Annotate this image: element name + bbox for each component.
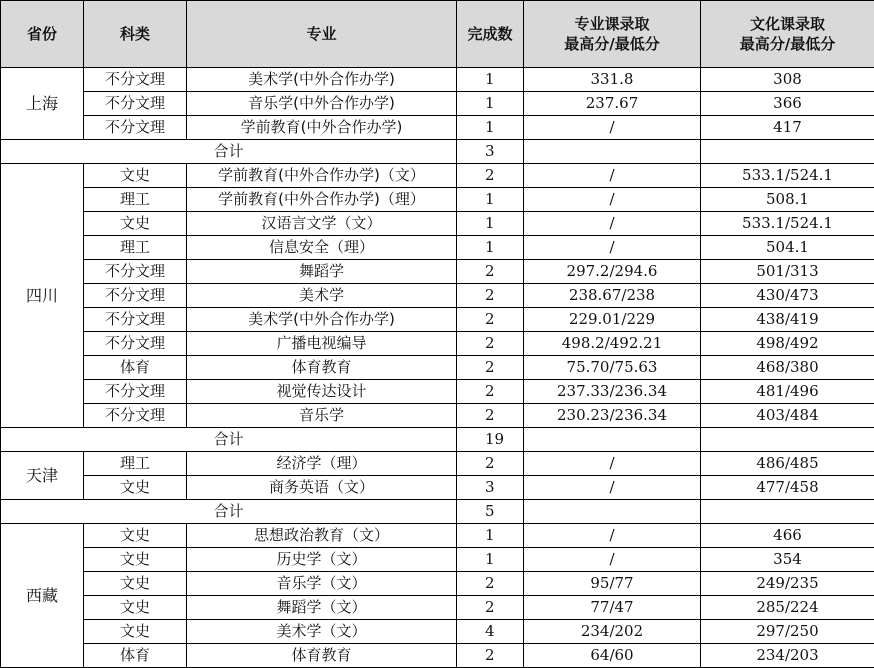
table-row (1, 476, 874, 500)
professional-score-cell: 229.01/229 (524, 308, 701, 332)
table-row (1, 284, 874, 308)
cultural-score-cell: 477/458 (701, 476, 874, 500)
table-row (1, 260, 874, 284)
count-cell: 2 (457, 596, 524, 620)
category-cell: 文史 (84, 164, 187, 188)
category-cell: 文史 (84, 620, 187, 644)
cultural-score-cell: 508.1 (701, 188, 874, 212)
professional-score-cell: / (524, 164, 701, 188)
table-row (1, 68, 874, 92)
count-cell: 1 (457, 92, 524, 116)
count-cell: 1 (457, 68, 524, 92)
major-cell: 学前教育(中外合作办学)（理） (187, 188, 457, 212)
category-cell: 文史 (84, 476, 187, 500)
cultural-score-cell: 285/224 (701, 596, 874, 620)
category-cell: 不分文理 (84, 284, 187, 308)
cultural-score-cell: 366 (701, 92, 874, 116)
category-cell: 文史 (84, 212, 187, 236)
cultural-score-cell: 486/485 (701, 452, 874, 476)
major-cell: 美术学(中外合作办学) (187, 68, 457, 92)
table-row (1, 308, 874, 332)
major-cell: 学前教育(中外合作办学) (187, 116, 457, 140)
total-empty-cell (524, 428, 701, 452)
count-cell: 1 (457, 188, 524, 212)
professional-score-cell: 238.67/238 (524, 284, 701, 308)
professional-score-cell: / (524, 524, 701, 548)
header-major: 专业 (187, 1, 457, 68)
cultural-score-cell: 504.1 (701, 236, 874, 260)
professional-score-cell: / (524, 212, 701, 236)
total-label: 合计 (1, 500, 457, 524)
major-cell: 广播电视编导 (187, 332, 457, 356)
major-cell: 思想政治教育（文） (187, 524, 457, 548)
header-professional-line2: 最高分/最低分 (524, 34, 700, 54)
category-cell: 不分文理 (84, 68, 187, 92)
table-row (1, 380, 874, 404)
total-count: 3 (457, 140, 524, 164)
table-row (1, 356, 874, 380)
category-cell: 不分文理 (84, 308, 187, 332)
total-count: 19 (457, 428, 524, 452)
category-cell: 体育 (84, 356, 187, 380)
province-cell: 西藏 (1, 524, 84, 668)
professional-score-cell: / (524, 452, 701, 476)
professional-score-cell: / (524, 116, 701, 140)
cultural-score-cell: 308 (701, 68, 874, 92)
count-cell: 2 (457, 164, 524, 188)
header-professional-line1: 专业课录取 (524, 14, 700, 34)
professional-score-cell: 75.70/75.63 (524, 356, 701, 380)
professional-score-cell: 498.2/492.21 (524, 332, 701, 356)
cultural-score-cell: 481/496 (701, 380, 874, 404)
professional-score-cell: / (524, 236, 701, 260)
major-cell: 音乐学（文） (187, 572, 457, 596)
table-row (1, 572, 874, 596)
professional-score-cell: 77/47 (524, 596, 701, 620)
count-cell: 2 (457, 572, 524, 596)
total-empty-cell (701, 428, 874, 452)
table-row (1, 212, 874, 236)
header-row (1, 1, 874, 68)
total-count: 5 (457, 500, 524, 524)
major-cell: 视觉传达设计 (187, 380, 457, 404)
professional-score-cell: / (524, 548, 701, 572)
total-empty-cell (701, 140, 874, 164)
cultural-score-cell: 297/250 (701, 620, 874, 644)
table-row (1, 644, 874, 668)
major-cell: 美术学(中外合作办学) (187, 308, 457, 332)
major-cell: 舞蹈学 (187, 260, 457, 284)
category-cell: 不分文理 (84, 404, 187, 428)
cultural-score-cell: 354 (701, 548, 874, 572)
count-cell: 3 (457, 476, 524, 500)
major-cell: 经济学（理） (187, 452, 457, 476)
category-cell: 不分文理 (84, 116, 187, 140)
major-cell: 体育教育 (187, 356, 457, 380)
table-row (1, 332, 874, 356)
professional-score-cell: 95/77 (524, 572, 701, 596)
major-cell: 学前教育(中外合作办学)（文） (187, 164, 457, 188)
cultural-score-cell: 498/492 (701, 332, 874, 356)
header-professional-score (524, 1, 701, 68)
professional-score-cell: 297.2/294.6 (524, 260, 701, 284)
count-cell: 2 (457, 380, 524, 404)
category-cell: 文史 (84, 548, 187, 572)
category-cell: 理工 (84, 188, 187, 212)
count-cell: 4 (457, 620, 524, 644)
category-cell: 不分文理 (84, 380, 187, 404)
table-row (1, 116, 874, 140)
professional-score-cell: 64/60 (524, 644, 701, 668)
table-row (1, 92, 874, 116)
count-cell: 2 (457, 404, 524, 428)
category-cell: 文史 (84, 572, 187, 596)
table-row (1, 620, 874, 644)
professional-score-cell: 234/202 (524, 620, 701, 644)
category-cell: 理工 (84, 236, 187, 260)
cultural-score-cell: 249/235 (701, 572, 874, 596)
major-cell: 音乐学(中外合作办学) (187, 92, 457, 116)
table-row (1, 164, 874, 188)
count-cell: 2 (457, 452, 524, 476)
major-cell: 历史学（文） (187, 548, 457, 572)
major-cell: 信息安全（理） (187, 236, 457, 260)
count-cell: 1 (457, 548, 524, 572)
cultural-score-cell: 533.1/524.1 (701, 212, 874, 236)
professional-score-cell: 237.33/236.34 (524, 380, 701, 404)
cultural-score-cell: 468/380 (701, 356, 874, 380)
header-category: 科类 (84, 1, 187, 68)
cultural-score-cell: 466 (701, 524, 874, 548)
major-cell: 舞蹈学（文） (187, 596, 457, 620)
table-row (1, 596, 874, 620)
province-cell: 上海 (1, 68, 84, 140)
table-body (1, 68, 874, 668)
category-cell: 不分文理 (84, 332, 187, 356)
count-cell: 1 (457, 212, 524, 236)
category-cell: 文史 (84, 524, 187, 548)
count-cell: 1 (457, 236, 524, 260)
header-cultural-line2: 最高分/最低分 (701, 34, 874, 54)
table-row (1, 548, 874, 572)
table-row (1, 188, 874, 212)
count-cell: 1 (457, 524, 524, 548)
major-cell: 商务英语（文） (187, 476, 457, 500)
count-cell: 2 (457, 644, 524, 668)
professional-score-cell: 331.8 (524, 68, 701, 92)
category-cell: 体育 (84, 644, 187, 668)
header-count: 完成数 (457, 1, 524, 68)
major-cell: 体育教育 (187, 644, 457, 668)
cultural-score-cell: 533.1/524.1 (701, 164, 874, 188)
major-cell: 汉语言文学（文） (187, 212, 457, 236)
count-cell: 1 (457, 116, 524, 140)
total-row (1, 500, 874, 524)
category-cell: 不分文理 (84, 260, 187, 284)
total-row (1, 428, 874, 452)
count-cell: 2 (457, 308, 524, 332)
table-row (1, 452, 874, 476)
professional-score-cell: / (524, 476, 701, 500)
category-cell: 理工 (84, 452, 187, 476)
major-cell: 美术学 (187, 284, 457, 308)
table-row (1, 524, 874, 548)
cultural-score-cell: 430/473 (701, 284, 874, 308)
header-cultural-score (701, 1, 874, 68)
province-cell: 天津 (1, 452, 84, 500)
total-row (1, 140, 874, 164)
professional-score-cell: / (524, 188, 701, 212)
professional-score-cell: 237.67 (524, 92, 701, 116)
header-cultural-line1: 文化课录取 (701, 14, 874, 34)
count-cell: 2 (457, 332, 524, 356)
cultural-score-cell: 501/313 (701, 260, 874, 284)
table-row (1, 404, 874, 428)
major-cell: 美术学（文） (187, 620, 457, 644)
total-empty-cell (524, 500, 701, 524)
table-row (1, 236, 874, 260)
major-cell: 音乐学 (187, 404, 457, 428)
professional-score-cell: 230.23/236.34 (524, 404, 701, 428)
province-cell: 四川 (1, 164, 84, 428)
cultural-score-cell: 403/484 (701, 404, 874, 428)
total-label: 合计 (1, 428, 457, 452)
total-empty-cell (701, 500, 874, 524)
cultural-score-cell: 417 (701, 116, 874, 140)
count-cell: 2 (457, 356, 524, 380)
count-cell: 2 (457, 284, 524, 308)
total-label: 合计 (1, 140, 457, 164)
header-province: 省份 (1, 1, 84, 68)
total-empty-cell (524, 140, 701, 164)
cultural-score-cell: 234/203 (701, 644, 874, 668)
cultural-score-cell: 438/419 (701, 308, 874, 332)
category-cell: 文史 (84, 596, 187, 620)
count-cell: 2 (457, 260, 524, 284)
category-cell: 不分文理 (84, 92, 187, 116)
